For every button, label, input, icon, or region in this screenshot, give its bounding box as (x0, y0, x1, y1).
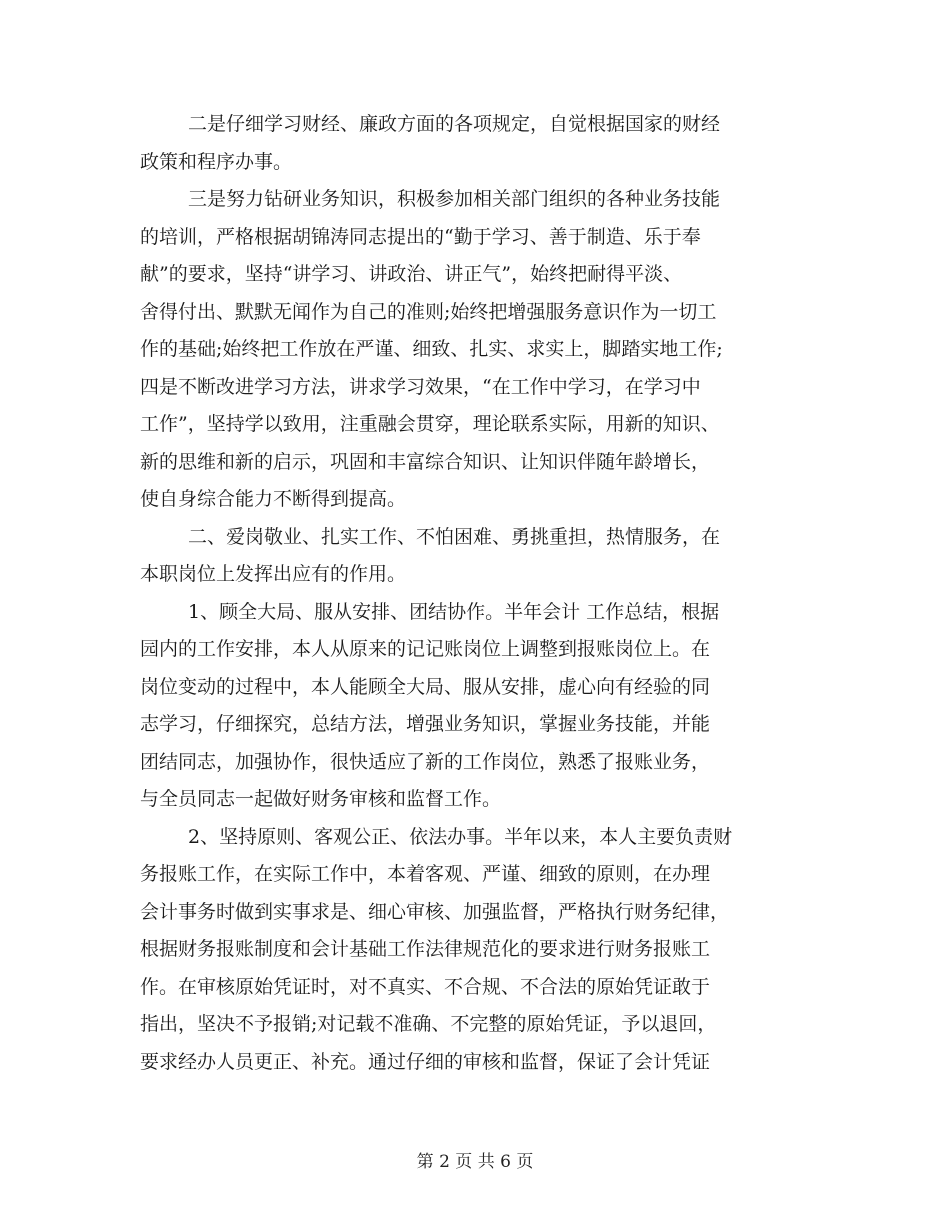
document-body (140, 106, 812, 1081)
text-line: 新的思维和新的启示，巩固和丰富综合知识、让知识伴随年龄增长， (140, 450, 711, 473)
text-line: 舍得付出、默默无闻作为自己的准则;始终把增强服务意识作为一切工 (140, 300, 717, 323)
text-line: 根据财务报账制度和会计基础工作法律规范化的要求进行财务报账工 (140, 938, 711, 960)
text-line: 献”的要求，坚持“讲学习、讲政治、讲正气”，始终把耐得平淡、 (140, 263, 683, 285)
text-line: 指出，坚决不予报销;对记载不准确、不完整的原始凭证，予以退回， (140, 1013, 717, 1035)
text-line: 2、坚持原则、客观公正、依法办事。半年以来，本人主要负责财 (188, 825, 733, 848)
text-line: 园内的工作安排，本人从原来的记记账岗位上调整到报账岗位上。在 (140, 638, 711, 660)
text-line: 本职岗位上发挥出应有的作用。 (140, 563, 407, 585)
text-line: 使自身综合能力不断得到提高。 (140, 488, 407, 510)
text-line: 的培训，严格根据胡锦涛同志提出的“勤于学习、善于制造、乐于奉 (140, 225, 701, 248)
text-line: 团结同志，加强协作，很快适应了新的工作岗位，熟悉了报账业务， (140, 750, 711, 773)
text-line: 工作”，坚持学以致用，注重融会贯穿，理论联系实际，用新的知识、 (140, 413, 720, 435)
text-line: 务报账工作，在实际工作中，本着客观、严谨、细致的原则，在办理 (140, 863, 711, 885)
text-line: 政策和程序办事。 (140, 150, 293, 173)
text-line: 要求经办人员更正、补充。通过仔细的审核和监督，保证了会计凭证 (140, 1050, 711, 1073)
text-line: 岗位变动的过程中，本人能顾全大局、服从安排，虚心向有经验的同 (140, 675, 711, 698)
text-line: 作的基础;始终把工作放在严谨、细致、扎实、求实上，脚踏实地工作; (140, 338, 723, 360)
text-line: 与全员同志一起做好财务审核和监督工作。 (140, 788, 502, 810)
text-line: 四是不断改进学习方法，讲求学习效果，“在工作中学习，在学习中 (140, 375, 701, 398)
text-line: 二、爱岗敬业、扎实工作、不怕困难、勇挑重担，热情服务，在 (188, 525, 721, 548)
text-line: 1、顾全大局、服从安排、团结协作。半年会计 工作总结，根据 (188, 600, 720, 623)
page-number-footer: 第 2 页 共 6 页 (416, 1152, 534, 1172)
text-line: 二是仔细学习财经、廉政方面的各项规定，自觉根据国家的财经 (188, 113, 721, 135)
text-line: 三是努力钻研业务知识，积极参加相关部门组织的各种业务技能 (188, 188, 721, 210)
text-line: 志学习，仔细探究，总结方法，增强业务知识，掌握业务技能，并能 (140, 713, 711, 735)
text-line: 会计事务时做到实事求是、细心审核、加强监督，严格执行财务纪律， (140, 900, 730, 923)
text-line: 作。在审核原始凭证时，对不真实、不合规、不合法的原始凭证敢于 (140, 975, 711, 998)
